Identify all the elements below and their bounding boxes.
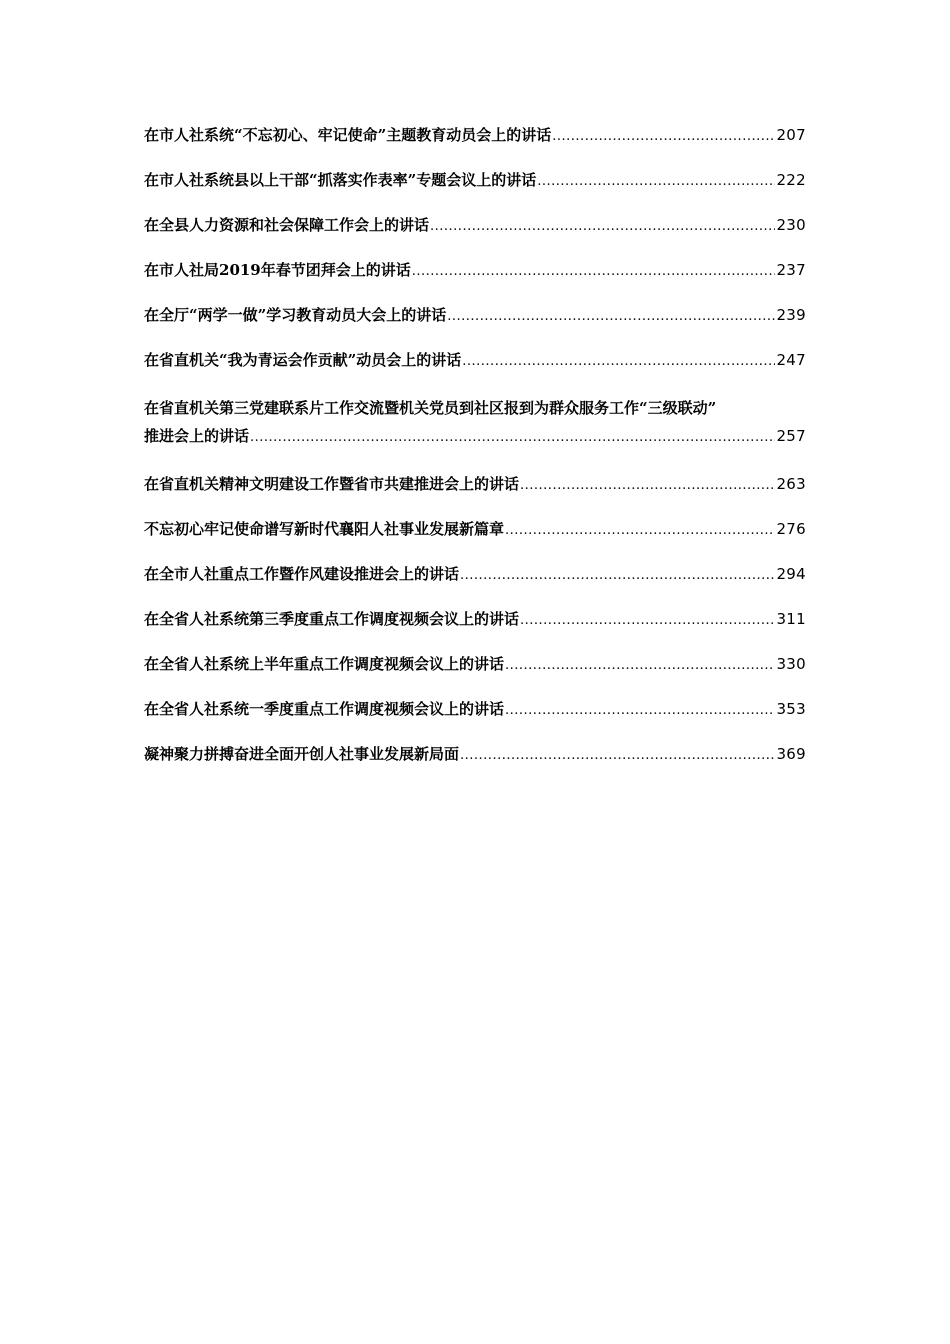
dot-leader (505, 699, 775, 722)
toc-entry-page-number: 247 (776, 351, 806, 369)
toc-entry-page-number: 294 (776, 565, 806, 583)
toc-line (144, 214, 806, 238)
toc-entry-title: 在全省人社系统第三季度重点工作调度视频会议上的讲话 (144, 610, 520, 628)
toc-entry-page-number: 369 (776, 745, 806, 763)
toc-entry-page-number: 207 (776, 126, 806, 144)
toc-entry[interactable] (144, 349, 806, 373)
toc-line (144, 518, 806, 542)
toc-line (144, 422, 806, 452)
toc-entry-title: 不忘初心牢记使命谱写新时代襄阳人社事业发展新篇章 (144, 520, 505, 538)
table-of-contents (144, 124, 806, 788)
dot-leader (462, 350, 775, 373)
toc-entry-title: 在全县人力资源和社会保障工作会上的讲话 (144, 216, 430, 234)
toc-entry[interactable] (144, 169, 806, 193)
toc-entry[interactable] (144, 124, 806, 148)
toc-line (144, 259, 806, 283)
toc-entry-title: 凝神聚力拼搏奋进全面开创人社事业发展新局面 (144, 745, 460, 763)
toc-entry-title: 在市人社系统县以上干部“抓落实作表率”专题会议上的讲话 (144, 171, 537, 189)
dot-leader (430, 215, 775, 238)
toc-entry-title: 在全省人社系统一季度重点工作调度视频会议上的讲话 (144, 700, 505, 718)
dot-leader (447, 305, 775, 328)
toc-line (144, 743, 806, 767)
toc-entry-page-number: 311 (776, 610, 806, 628)
toc-entry[interactable] (144, 698, 806, 722)
toc-entry[interactable] (144, 743, 806, 767)
toc-entry[interactable] (144, 473, 806, 497)
toc-entry[interactable] (144, 394, 806, 452)
dot-leader (520, 474, 775, 497)
toc-entry-page-number: 353 (776, 700, 806, 718)
toc-entry-page-number: 239 (776, 306, 806, 324)
toc-line (144, 608, 806, 632)
dot-leader (537, 170, 775, 193)
dot-leader (460, 744, 775, 767)
toc-entry[interactable] (144, 653, 806, 677)
toc-entry-title: 在省直机关精神文明建设工作暨省市共建推进会上的讲话 (144, 475, 520, 493)
toc-entry[interactable] (144, 304, 806, 328)
toc-entry-title: 在全市人社重点工作暨作风建设推进会上的讲话 (144, 565, 460, 583)
toc-entry[interactable] (144, 259, 806, 283)
toc-entry-title-line2: 推进会上的讲话 (144, 427, 250, 445)
toc-line (144, 653, 806, 677)
dot-leader (460, 564, 775, 587)
toc-line (144, 304, 806, 328)
dot-leader (505, 654, 775, 677)
toc-entry-title-line1: 在省直机关第三党建联系片工作交流暨机关党员到社区报到为群众服务工作“三级联动” (144, 399, 717, 417)
dot-leader (505, 519, 775, 542)
toc-line (144, 563, 806, 587)
toc-entry-page-number: 237 (776, 261, 806, 279)
toc-entry-title: 在省直机关“我为青运会作贡献”动员会上的讲话 (144, 351, 462, 369)
toc-entry-page-number: 222 (776, 171, 806, 189)
toc-entry-title: 在市人社系统“不忘初心、牢记使命”主题教育动员会上的讲话 (144, 126, 552, 144)
toc-line (144, 124, 806, 148)
toc-line (144, 349, 806, 373)
dot-leader (552, 125, 775, 148)
toc-entry-page-number: 330 (776, 655, 806, 673)
toc-entry[interactable] (144, 518, 806, 542)
toc-entry[interactable] (144, 214, 806, 238)
toc-line (144, 473, 806, 497)
toc-entry[interactable] (144, 608, 806, 632)
toc-entry-page-number: 263 (776, 475, 806, 493)
toc-entry-page-number: 257 (776, 427, 806, 445)
toc-line (144, 698, 806, 722)
toc-entry-title: 在市人社局2019年春节团拜会上的讲话 (144, 261, 411, 279)
toc-entry-title: 在全厅“两学一做”学习教育动员大会上的讲话 (144, 306, 447, 324)
toc-line (144, 169, 806, 193)
dot-leader (412, 260, 776, 283)
toc-entry-title: 在全省人社系统上半年重点工作调度视频会议上的讲话 (144, 655, 505, 673)
toc-entry[interactable] (144, 563, 806, 587)
dot-leader (250, 424, 775, 452)
dot-leader (520, 609, 775, 632)
toc-entry-page-number: 276 (776, 520, 806, 538)
toc-entry-page-number: 230 (776, 216, 806, 234)
